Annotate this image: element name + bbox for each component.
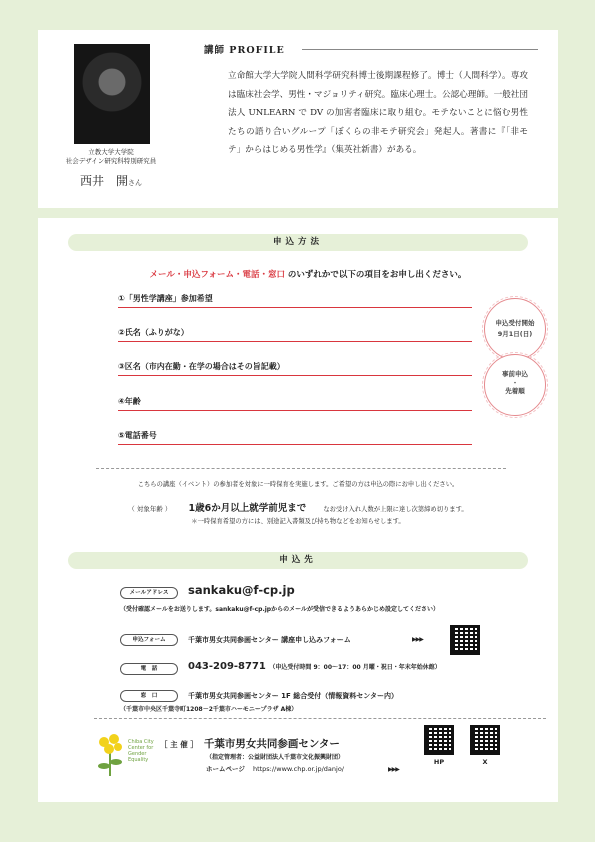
childcare-age-row xyxy=(68,496,528,515)
badge-opening-value: 9月1日(日) xyxy=(497,330,533,338)
email-label: メールアドレス xyxy=(120,587,178,599)
form-label: 申込フォーム xyxy=(120,634,178,646)
divider xyxy=(96,468,506,469)
destination-heading: 申込先 xyxy=(68,552,528,569)
profile-panel xyxy=(38,30,558,208)
profile-heading: 講師 PROFILE xyxy=(204,45,285,56)
form-qr-code[interactable] xyxy=(450,625,480,655)
apply-heading: 申込方法 xyxy=(68,234,528,251)
item-5: ⑤電話番号 xyxy=(118,430,472,445)
badge-dot: ・ xyxy=(511,379,519,387)
badge-first-come xyxy=(484,354,546,416)
item-1: ①「男性学講座」参加希望 xyxy=(118,293,472,308)
apply-methods: メール・申込フォーム・電話・窓口 xyxy=(149,270,285,280)
logo-text: Chiba City Center for Gender Equality xyxy=(128,739,154,763)
apply-lead-rest: のいずれかで以下の項目をお申し出ください。 xyxy=(284,270,467,280)
childcare-extra-note: ＊一時保育希望の方には、別途記入書類及び持ち物などをお知らせします。 xyxy=(191,518,405,525)
apply-lead xyxy=(78,268,538,280)
manager-note: （指定管理者：公益財団法人千葉市文化振興財団） xyxy=(206,754,345,761)
sponsor xyxy=(160,736,340,751)
item-4: ④年齢 xyxy=(118,396,472,411)
item-3: ③区名（市内在勤・在学の場合はその旨記載） xyxy=(118,361,472,376)
speaker-photo xyxy=(74,44,150,144)
window-location: 千葉市男女共同参画センター 1F 総合受付（情報資料センター内） xyxy=(188,692,398,700)
homepage-url[interactable]: https://www.chp.or.jp/danjo/ xyxy=(252,765,344,773)
age-note: なお受け入れ人数が上限に達し次第締め切ります。 xyxy=(323,506,468,513)
email-address[interactable]: sankaku@f-cp.jp xyxy=(188,583,295,597)
address: （千葉市中央区千葉寺町1208－2千葉市ハーモニープラザ A棟） xyxy=(120,706,298,713)
badge-first-come-label: 先着順 xyxy=(505,387,525,395)
speaker-suffix: さん xyxy=(128,179,142,187)
tel-value[interactable]: 043-209-8771 xyxy=(188,661,266,672)
rapeseed-flower-logo xyxy=(94,732,126,778)
homepage-label: ホームページ xyxy=(206,765,245,773)
homepage xyxy=(206,764,344,773)
homepage-qr-code[interactable] xyxy=(424,725,454,755)
item-2: ②氏名（ふりがな） xyxy=(118,327,472,342)
speaker-bio: 立命館大学大学院人間科学研究科博士後期課程修了。博士（人間科学）。専攻は臨床社会学、男性・マジョリティ研究。臨床心理士。公認心理師。一般社団法人 UNLEARN で DV の加害者臨床に取り組む。モテないことに悩む男性たちの語り合いグループ「ぼくらの非モテ研究会」発起人。著書に『「非モテ」からはじめる男性学』（集英社新書）がある。 xyxy=(228,71,528,155)
email-note: （受付確認メールをお送りします。sankaku@f-cp.jpからのメールが受信できるようあらかじめ設定してください） xyxy=(120,606,439,613)
badge-opening-date xyxy=(484,298,546,360)
tel-number xyxy=(188,661,441,672)
homepage-qr-label: HP xyxy=(433,758,445,766)
childcare-note: こちらの講座（イベント）の参加者を対象に一時保育を実施します。ご希望の方は申込の際にお申し出ください。 xyxy=(137,481,459,488)
speaker-name-text: 西井 開 xyxy=(79,174,128,188)
x-qr-label: X xyxy=(482,758,488,766)
homepage-arrows: ▶▶▶ xyxy=(388,766,399,773)
form-arrows: ▶▶▶ xyxy=(412,636,423,643)
x-qr-code[interactable] xyxy=(470,725,500,755)
speaker-name xyxy=(52,172,170,189)
badge-first-line: 事前申込 xyxy=(502,370,528,378)
profile-rule xyxy=(302,49,538,50)
sponsor-label: ［ 主 催 ］ xyxy=(160,740,198,749)
speaker-affiliation: 立教大学大学院 社会デザイン研究科特別研究員 xyxy=(65,148,157,165)
age-range: 1歳6か月以上就学前児まで xyxy=(188,503,307,514)
footer-divider xyxy=(94,718,546,719)
window-label: 窓 口 xyxy=(120,690,178,702)
age-label: （ 対象年齢 ） xyxy=(128,505,172,513)
tel-label: 電 話 xyxy=(120,663,178,675)
form-link[interactable]: 千葉市男女共同参画センター 講座申し込みフォーム xyxy=(188,636,351,644)
application-panel xyxy=(38,218,558,802)
tel-hours: （申込受付時間 9：00～17：00 月曜・祝日・年末年始休館） xyxy=(269,664,441,671)
sponsor-org: 千葉市男女共同参画センター xyxy=(203,738,340,750)
badge-opening-label: 申込受付開始 xyxy=(495,319,535,327)
